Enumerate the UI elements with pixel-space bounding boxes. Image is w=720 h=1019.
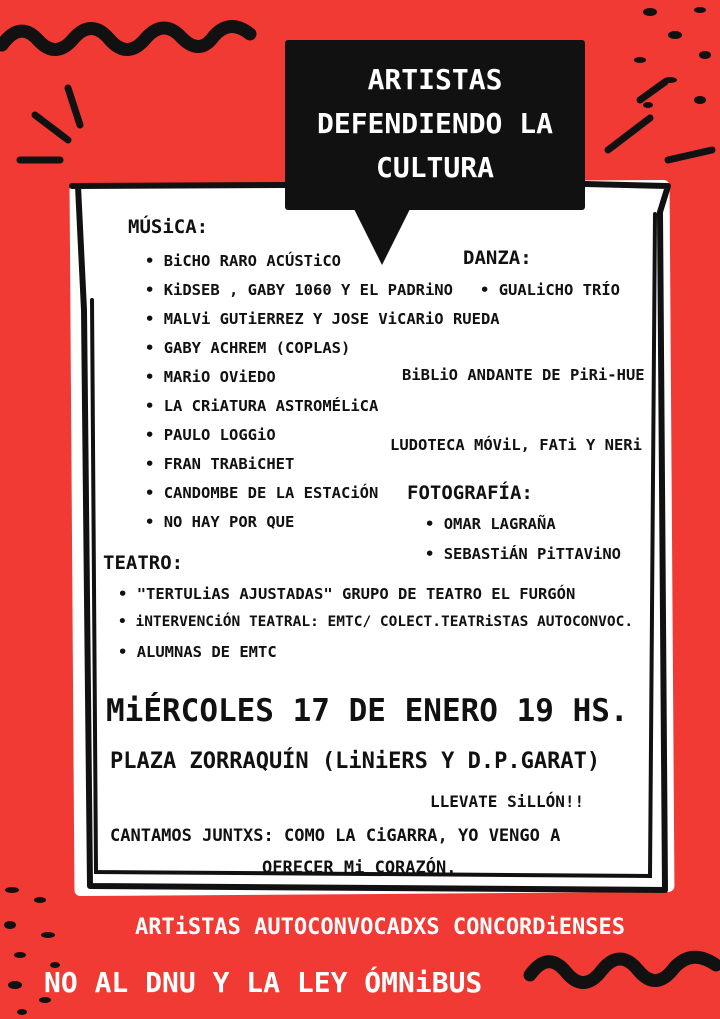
- danza-item: • GUALiCHO TRÍO: [480, 281, 621, 299]
- musica-item: • MALVi GUTiERREZ Y JOSE ViCARiO RUEDA: [145, 310, 500, 328]
- fotografia-item: • OMAR LAGRAÑA: [425, 515, 556, 533]
- musica-item: • CANDOMBE DE LA ESTACiÓN: [145, 484, 379, 502]
- song-line: CANTAMOS JUNTXS: COMO LA CiGARRA, YO VENGO A: [110, 826, 561, 846]
- event-place: PLAZA ZORRAQUÍN (LiNiERS Y D.P.GARAT): [110, 749, 601, 774]
- organizers-line: ARTiSTAS AUTOCONVOCADXS CONCORDiENSES: [134, 915, 626, 940]
- musica-item: • KiDSEB , GABY 1060 Y EL PADRiNO: [145, 281, 453, 299]
- teatro-item: • iNTERVENCiÓN TEATRAL: EMTC/ COLECT.TEATRiSTAS AUTOCONVOC.: [118, 614, 634, 630]
- title-line: DEFENDIENDO LA: [316, 107, 553, 140]
- title-line: ARTISTAS: [367, 63, 503, 96]
- musica-item: • MARiO OViEDO: [145, 368, 276, 386]
- musica-heading: MÚSiCA:: [128, 216, 209, 238]
- event-date: MiÉRCOLES 17 DE ENERO 19 HS.: [106, 693, 629, 729]
- bring-note: LLEVATE SiLLÓN!!: [430, 792, 585, 811]
- title-line: CULTURA: [375, 151, 494, 184]
- song-line: OFRECER Mi CORAZÓN,: [262, 858, 457, 878]
- teatro-item: • ALUMNAS DE EMTC: [118, 643, 277, 661]
- musica-item: • NO HAY POR QUE: [145, 513, 295, 531]
- musica-item: • PAULO LOGGiO: [145, 426, 276, 444]
- musica-item: • LA CRiATURA ASTROMÉLiCA: [145, 397, 379, 415]
- musica-item: • FRAN TRABiCHET: [145, 455, 295, 473]
- poster-title: [285, 58, 585, 190]
- danza-heading: DANZA:: [463, 247, 532, 269]
- musica-item: • GABY ACHREM (COPLAS): [145, 339, 351, 357]
- musica-item: • BiCHO RARO ACÚSTiCO: [145, 252, 341, 270]
- ludoteca-text: LUDOTECA MÓViL, FATi Y NERi: [390, 436, 642, 454]
- fotografia-heading: FOTOGRAFÍA:: [407, 482, 533, 504]
- slogan-line: NO AL DNU Y LA LEY ÓMNiBUS: [44, 966, 483, 999]
- biblio-text: BiBLiO ANDANTE DE PiRi-HUE: [402, 366, 645, 384]
- teatro-item: • "TERTULiAS AJUSTADAS" GRUPO DE TEATRO EL FURGÓN: [118, 585, 576, 603]
- teatro-heading: TEATRO:: [103, 552, 184, 574]
- fotografia-item: • SEBASTiÁN PiTTAViNO: [425, 545, 621, 563]
